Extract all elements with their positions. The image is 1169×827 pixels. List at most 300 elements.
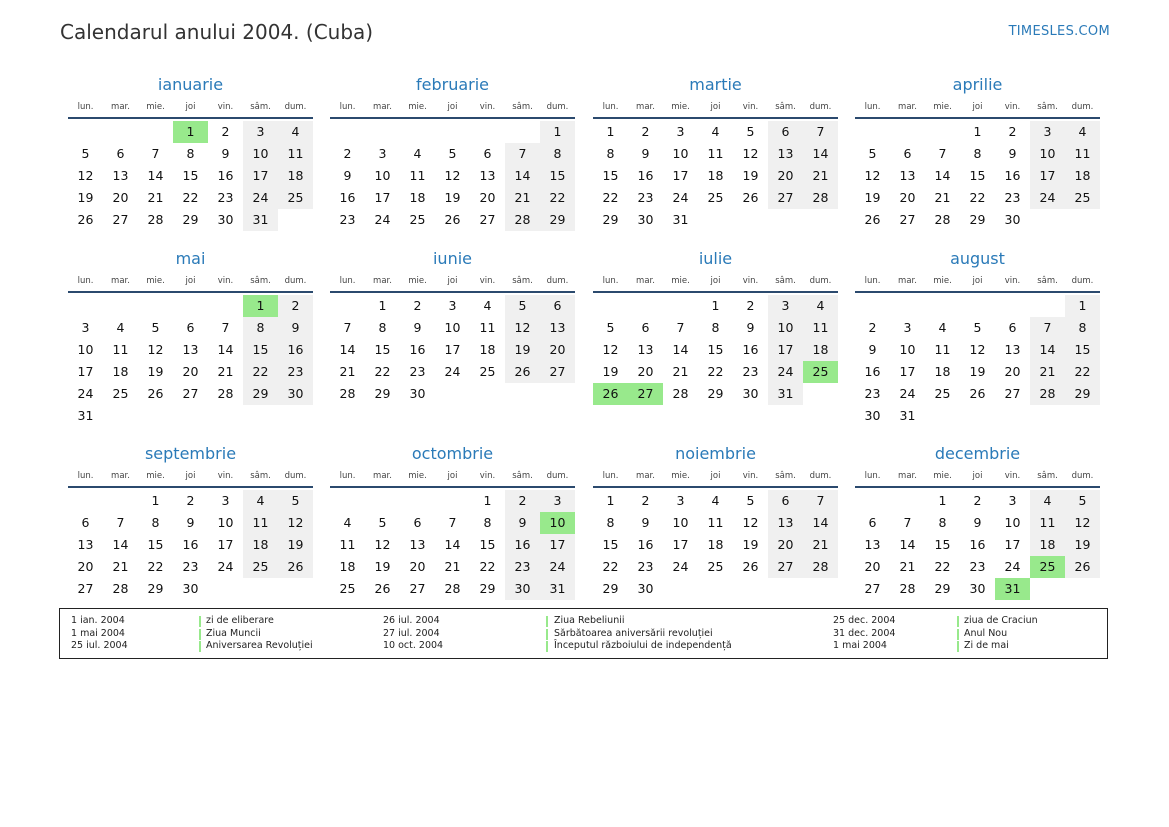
weekday-label: mar. xyxy=(111,102,130,112)
day-cell: 16 xyxy=(1004,168,1021,183)
weekday-label: joi xyxy=(710,471,721,481)
day-cell: 3 xyxy=(676,124,685,139)
day-cell: 6 xyxy=(768,490,803,512)
day-cell: 28 xyxy=(672,386,689,401)
header-rule xyxy=(855,291,1100,293)
day-cell: 8 xyxy=(186,146,195,161)
day-cell: 28 xyxy=(505,209,540,231)
weekday-label: lun. xyxy=(339,471,356,481)
month-name: martie xyxy=(689,75,742,94)
holiday-day-cell: 31 xyxy=(995,578,1030,600)
day-cell: 4 xyxy=(343,515,352,530)
day-cell: 1 xyxy=(606,493,615,508)
day-cell: 19 xyxy=(444,190,461,205)
weekday-label: vin. xyxy=(742,276,759,286)
day-cell: 1 xyxy=(938,493,947,508)
day-cell: 9 xyxy=(221,146,230,161)
day-cell: 20 xyxy=(899,190,916,205)
day-cell: 2 xyxy=(278,295,313,317)
holiday-day-cell: 25 xyxy=(803,361,838,383)
day-cell: 27 xyxy=(768,187,803,209)
day-cell: 16 xyxy=(217,168,234,183)
day-cell: 6 xyxy=(868,515,877,530)
weekday-label: mar. xyxy=(636,276,655,286)
day-cell: 31 xyxy=(899,408,916,423)
day-cell: 17 xyxy=(374,190,391,205)
day-cell: 20 xyxy=(182,364,199,379)
day-cell: 20 xyxy=(768,165,803,187)
day-cell: 9 xyxy=(186,515,195,530)
day-cell: 8 xyxy=(378,320,387,335)
day-cell: 18 xyxy=(1065,165,1100,187)
legend-date: 27 iul. 2004 xyxy=(383,627,440,639)
day-cell: 28 xyxy=(444,581,461,596)
day-cell: 9 xyxy=(1008,146,1017,161)
day-cell: 26 xyxy=(147,386,164,401)
day-cell: 23 xyxy=(505,556,540,578)
weekday-label: mar. xyxy=(636,102,655,112)
day-cell: 2 xyxy=(746,298,755,313)
day-cell: 4 xyxy=(938,320,947,335)
weekday-label: mar. xyxy=(898,471,917,481)
day-cell: 31 xyxy=(768,383,803,405)
day-cell: 19 xyxy=(742,537,759,552)
day-cell: 24 xyxy=(77,386,94,401)
weekday-label: sâm. xyxy=(1037,276,1058,286)
header-rule xyxy=(68,486,313,488)
legend-marker xyxy=(546,641,548,652)
day-cell: 3 xyxy=(540,490,575,512)
day-cell: 13 xyxy=(409,537,426,552)
day-cell: 17 xyxy=(217,537,234,552)
day-cell: 10 xyxy=(1004,515,1021,530)
day-cell: 20 xyxy=(637,364,654,379)
day-cell: 5 xyxy=(278,490,313,512)
day-cell: 28 xyxy=(934,212,951,227)
day-cell: 9 xyxy=(973,515,982,530)
legend-marker xyxy=(199,616,201,627)
day-cell: 29 xyxy=(1065,383,1100,405)
weekday-label: joi xyxy=(185,471,196,481)
day-cell: 30 xyxy=(217,212,234,227)
day-cell: 11 xyxy=(479,320,496,335)
month-name: noiembrie xyxy=(675,444,756,463)
day-cell: 11 xyxy=(803,317,838,339)
day-cell: 12 xyxy=(147,342,164,357)
weekday-label: joi xyxy=(710,102,721,112)
day-cell: 11 xyxy=(243,512,278,534)
day-cell: 11 xyxy=(1065,143,1100,165)
day-cell: 24 xyxy=(1004,559,1021,574)
weekday-label: vin. xyxy=(479,102,496,112)
day-cell: 30 xyxy=(1004,212,1021,227)
day-cell: 22 xyxy=(602,190,619,205)
day-cell: 30 xyxy=(409,386,426,401)
day-cell: 3 xyxy=(903,320,912,335)
weekday-label: sâm. xyxy=(512,102,533,112)
month-name: ianuarie xyxy=(157,75,224,94)
day-cell: 13 xyxy=(864,537,881,552)
day-cell: 26 xyxy=(374,581,391,596)
day-cell: 25 xyxy=(112,386,129,401)
day-cell: 8 xyxy=(243,317,278,339)
day-cell: 13 xyxy=(899,168,916,183)
day-cell: 29 xyxy=(969,212,986,227)
weekday-label: lun. xyxy=(77,102,94,112)
weekday-label: dum. xyxy=(1071,102,1094,112)
day-cell: 28 xyxy=(899,581,916,596)
day-cell: 15 xyxy=(934,537,951,552)
weekday-label: mar. xyxy=(373,276,392,286)
day-cell: 20 xyxy=(864,559,881,574)
holiday-day-cell: 1 xyxy=(243,295,278,317)
day-cell: 15 xyxy=(707,342,724,357)
day-cell: 11 xyxy=(1030,512,1065,534)
weekday-label: sâm. xyxy=(512,276,533,286)
day-cell: 1 xyxy=(540,121,575,143)
legend-marker xyxy=(199,629,201,640)
day-cell: 18 xyxy=(243,534,278,556)
day-cell: 6 xyxy=(81,515,90,530)
legend-date: 1 ian. 2004 xyxy=(71,615,125,626)
day-cell: 18 xyxy=(934,364,951,379)
day-cell: 16 xyxy=(339,190,356,205)
day-cell: 25 xyxy=(1065,187,1100,209)
day-cell: 7 xyxy=(116,515,125,530)
weekday-label: mie. xyxy=(408,471,427,481)
day-cell: 15 xyxy=(182,168,199,183)
day-cell: 17 xyxy=(672,168,689,183)
day-cell: 27 xyxy=(540,361,575,383)
weekday-label: sâm. xyxy=(775,471,796,481)
day-cell: 3 xyxy=(378,146,387,161)
day-cell: 26 xyxy=(864,212,881,227)
weekday-label: dum. xyxy=(1071,276,1094,286)
weekday-label: vin. xyxy=(217,471,234,481)
weekday-label: lun. xyxy=(77,276,94,286)
day-cell: 7 xyxy=(343,320,352,335)
day-cell: 18 xyxy=(707,537,724,552)
day-cell: 25 xyxy=(278,187,313,209)
day-cell: 16 xyxy=(637,537,654,552)
day-cell: 29 xyxy=(602,581,619,596)
day-cell: 13 xyxy=(540,317,575,339)
day-cell: 22 xyxy=(707,364,724,379)
legend-date: 1 mai 2004 xyxy=(833,640,887,651)
day-cell: 23 xyxy=(339,212,356,227)
day-cell: 2 xyxy=(413,298,422,313)
day-cell: 21 xyxy=(803,534,838,556)
day-cell: 16 xyxy=(742,342,759,357)
weekday-label: dum. xyxy=(809,276,832,286)
day-cell: 28 xyxy=(112,581,129,596)
day-cell: 6 xyxy=(483,146,492,161)
weekday-label: mar. xyxy=(898,102,917,112)
weekday-label: dum. xyxy=(546,102,569,112)
day-cell: 14 xyxy=(899,537,916,552)
day-cell: 10 xyxy=(243,143,278,165)
header-rule xyxy=(330,291,575,293)
day-cell: 21 xyxy=(505,187,540,209)
day-cell: 11 xyxy=(409,168,426,183)
day-cell: 10 xyxy=(672,515,689,530)
day-cell: 10 xyxy=(1030,143,1065,165)
day-cell: 4 xyxy=(483,298,492,313)
day-cell: 22 xyxy=(602,559,619,574)
day-cell: 3 xyxy=(221,493,230,508)
day-cell: 6 xyxy=(903,146,912,161)
day-cell: 20 xyxy=(112,190,129,205)
day-cell: 12 xyxy=(602,342,619,357)
weekday-label: sâm. xyxy=(250,471,271,481)
day-cell: 15 xyxy=(374,342,391,357)
day-cell: 14 xyxy=(147,168,164,183)
legend-date: 25 iul. 2004 xyxy=(71,640,128,651)
weekday-label: mie. xyxy=(146,276,165,286)
weekday-label: sâm. xyxy=(1037,102,1058,112)
day-cell: 2 xyxy=(641,124,650,139)
day-cell: 21 xyxy=(899,559,916,574)
day-cell: 15 xyxy=(1065,339,1100,361)
weekday-label: vin. xyxy=(217,102,234,112)
day-cell: 21 xyxy=(339,364,356,379)
day-cell: 28 xyxy=(339,386,356,401)
day-cell: 19 xyxy=(374,559,391,574)
day-cell: 26 xyxy=(444,212,461,227)
day-cell: 5 xyxy=(81,146,90,161)
day-cell: 22 xyxy=(182,190,199,205)
day-cell: 5 xyxy=(746,493,755,508)
day-cell: 27 xyxy=(768,556,803,578)
day-cell: 13 xyxy=(77,537,94,552)
weekday-label: vin. xyxy=(217,276,234,286)
day-cell: 29 xyxy=(602,212,619,227)
day-cell: 4 xyxy=(803,295,838,317)
weekday-label: mar. xyxy=(111,471,130,481)
weekday-label: lun. xyxy=(864,102,881,112)
day-cell: 29 xyxy=(707,386,724,401)
holiday-legend xyxy=(59,608,1108,659)
day-cell: 6 xyxy=(1008,320,1017,335)
day-cell: 21 xyxy=(934,190,951,205)
day-cell: 26 xyxy=(742,190,759,205)
day-cell: 8 xyxy=(938,515,947,530)
day-cell: 21 xyxy=(217,364,234,379)
day-cell: 20 xyxy=(77,559,94,574)
holiday-day-cell: 10 xyxy=(540,512,575,534)
weekday-label: mie. xyxy=(671,276,690,286)
day-cell: 17 xyxy=(540,534,575,556)
legend-marker xyxy=(957,641,959,652)
day-cell: 31 xyxy=(243,209,278,231)
weekday-label: dum. xyxy=(546,471,569,481)
day-cell: 24 xyxy=(444,364,461,379)
day-cell: 25 xyxy=(479,364,496,379)
day-cell: 3 xyxy=(768,295,803,317)
day-cell: 14 xyxy=(444,537,461,552)
day-cell: 24 xyxy=(217,559,234,574)
day-cell: 2 xyxy=(343,146,352,161)
day-cell: 12 xyxy=(864,168,881,183)
weekday-label: vin. xyxy=(742,102,759,112)
brand-link[interactable]: TIMESLES.COM xyxy=(1008,24,1110,39)
day-cell: 6 xyxy=(641,320,650,335)
day-cell: 6 xyxy=(540,295,575,317)
day-cell: 21 xyxy=(672,364,689,379)
day-cell: 7 xyxy=(151,146,160,161)
legend-holiday-name: Ziua Muncii xyxy=(206,627,261,639)
day-cell: 23 xyxy=(637,559,654,574)
header-rule xyxy=(330,117,575,119)
day-cell: 26 xyxy=(1065,556,1100,578)
day-cell: 23 xyxy=(969,559,986,574)
legend-marker xyxy=(957,629,959,640)
month-name: mai xyxy=(175,249,206,268)
day-cell: 9 xyxy=(505,512,540,534)
weekday-label: lun. xyxy=(339,276,356,286)
weekday-label: mie. xyxy=(146,102,165,112)
legend-date: 31 dec. 2004 xyxy=(833,627,896,639)
weekday-label: dum. xyxy=(546,276,569,286)
legend-date: 10 oct. 2004 xyxy=(383,640,444,651)
day-cell: 18 xyxy=(278,165,313,187)
day-cell: 29 xyxy=(934,581,951,596)
day-cell: 5 xyxy=(868,146,877,161)
day-cell: 9 xyxy=(641,146,650,161)
day-cell: 19 xyxy=(969,364,986,379)
day-cell: 22 xyxy=(243,361,278,383)
weekday-label: vin. xyxy=(1004,471,1021,481)
day-cell: 23 xyxy=(278,361,313,383)
day-cell: 1 xyxy=(151,493,160,508)
page-title: Calendarul anului 2004. (Cuba) xyxy=(60,20,374,44)
legend-marker xyxy=(546,629,548,640)
day-cell: 21 xyxy=(444,559,461,574)
weekday-label: dum. xyxy=(809,102,832,112)
day-cell: 12 xyxy=(374,537,391,552)
day-cell: 8 xyxy=(540,143,575,165)
day-cell: 27 xyxy=(479,212,496,227)
day-cell: 16 xyxy=(278,339,313,361)
day-cell: 21 xyxy=(112,559,129,574)
weekday-label: mie. xyxy=(146,471,165,481)
day-cell: 24 xyxy=(243,187,278,209)
day-cell: 28 xyxy=(147,212,164,227)
day-cell: 24 xyxy=(540,556,575,578)
weekday-label: lun. xyxy=(77,471,94,481)
day-cell: 11 xyxy=(934,342,951,357)
day-cell: 16 xyxy=(409,342,426,357)
day-cell: 16 xyxy=(637,168,654,183)
weekday-label: lun. xyxy=(602,471,619,481)
day-cell: 5 xyxy=(505,295,540,317)
day-cell: 8 xyxy=(606,146,615,161)
day-cell: 20 xyxy=(540,339,575,361)
day-cell: 14 xyxy=(505,165,540,187)
legend-date: 26 iul. 2004 xyxy=(383,615,440,626)
day-cell: 24 xyxy=(768,361,803,383)
day-cell: 18 xyxy=(339,559,356,574)
day-cell: 19 xyxy=(278,534,313,556)
weekday-label: joi xyxy=(185,102,196,112)
day-cell: 21 xyxy=(147,190,164,205)
day-cell: 10 xyxy=(77,342,94,357)
month-name: decembrie xyxy=(934,444,1021,463)
day-cell: 14 xyxy=(112,537,129,552)
day-cell: 7 xyxy=(448,515,457,530)
day-cell: 15 xyxy=(479,537,496,552)
day-cell: 1 xyxy=(483,493,492,508)
day-cell: 28 xyxy=(803,556,838,578)
day-cell: 15 xyxy=(602,537,619,552)
weekday-label: sâm. xyxy=(250,276,271,286)
header-rule xyxy=(593,291,838,293)
legend-date: 25 dec. 2004 xyxy=(833,615,896,626)
day-cell: 2 xyxy=(868,320,877,335)
day-cell: 10 xyxy=(374,168,391,183)
day-cell: 28 xyxy=(803,187,838,209)
day-cell: 29 xyxy=(147,581,164,596)
day-cell: 5 xyxy=(606,320,615,335)
day-cell: 13 xyxy=(182,342,199,357)
day-cell: 7 xyxy=(221,320,230,335)
day-cell: 25 xyxy=(707,559,724,574)
day-cell: 30 xyxy=(742,386,759,401)
day-cell: 9 xyxy=(641,515,650,530)
day-cell: 22 xyxy=(374,364,391,379)
legend-date: 1 mai 2004 xyxy=(71,627,125,639)
weekday-label: mie. xyxy=(671,102,690,112)
weekday-label: sâm. xyxy=(775,102,796,112)
weekday-label: dum. xyxy=(284,276,307,286)
day-cell: 11 xyxy=(112,342,129,357)
day-cell: 16 xyxy=(864,364,881,379)
holiday-day-cell: 26 xyxy=(593,383,628,405)
legend-holiday-name: zi de eliberare xyxy=(206,615,274,626)
day-cell: 12 xyxy=(505,317,540,339)
holiday-day-cell: 25 xyxy=(1030,556,1065,578)
day-cell: 4 xyxy=(278,121,313,143)
month-name: iulie xyxy=(698,249,733,268)
legend-holiday-name: Aniversarea Revoluției xyxy=(206,640,313,651)
weekday-label: mie. xyxy=(671,471,690,481)
day-cell: 16 xyxy=(969,537,986,552)
day-cell: 9 xyxy=(343,168,352,183)
weekday-label: sâm. xyxy=(512,471,533,481)
day-cell: 26 xyxy=(742,559,759,574)
day-cell: 10 xyxy=(217,515,234,530)
day-cell: 17 xyxy=(899,364,916,379)
day-cell: 3 xyxy=(676,493,685,508)
day-cell: 13 xyxy=(112,168,129,183)
weekday-label: vin. xyxy=(1004,276,1021,286)
day-cell: 25 xyxy=(934,386,951,401)
day-cell: 27 xyxy=(182,386,199,401)
day-cell: 22 xyxy=(540,187,575,209)
day-cell: 25 xyxy=(243,556,278,578)
day-cell: 12 xyxy=(444,168,461,183)
day-cell: 1 xyxy=(1065,295,1100,317)
day-cell: 29 xyxy=(243,383,278,405)
day-cell: 17 xyxy=(77,364,94,379)
day-cell: 14 xyxy=(803,143,838,165)
day-cell: 5 xyxy=(151,320,160,335)
day-cell: 11 xyxy=(339,537,356,552)
day-cell: 20 xyxy=(409,559,426,574)
day-cell: 6 xyxy=(186,320,195,335)
legend-holiday-name: Zi de mai xyxy=(964,640,1009,651)
legend-marker xyxy=(957,616,959,627)
